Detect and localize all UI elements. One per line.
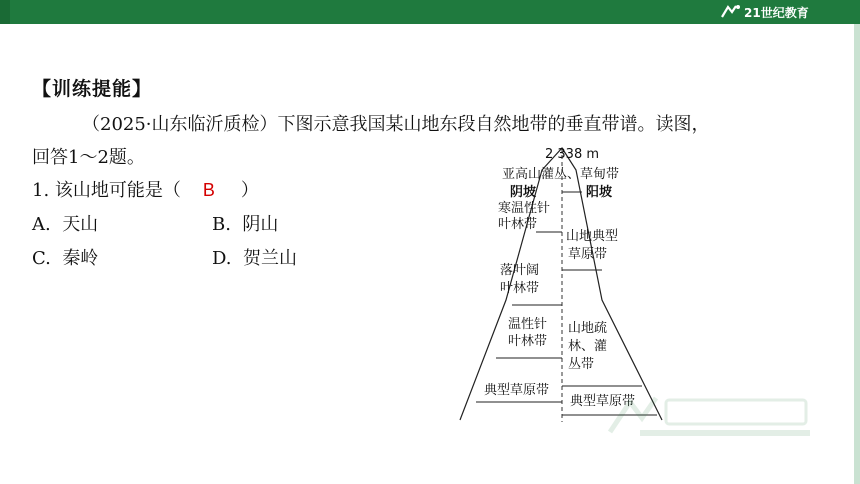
left-zone-3-line2: 叶林带 (508, 334, 548, 349)
option-c-letter: C. (32, 248, 51, 269)
right-zone-2-line3: 丛带 (568, 357, 595, 372)
option-d (212, 244, 297, 270)
question-1-prefix: 1. 该山地可能是（ (32, 180, 181, 201)
left-zone-3-line1: 温性针 (508, 317, 548, 332)
left-zone-2-line1: 落叶阔 (500, 263, 540, 278)
left-zone-1-line1: 寒温性针 (498, 201, 551, 216)
section-title: 【训练提能】 (32, 78, 153, 100)
right-edge-decoration (854, 24, 860, 484)
option-c (32, 244, 98, 270)
left-zone-1-line2: 叶林带 (498, 217, 538, 232)
option-b-letter: B. (212, 214, 231, 235)
option-b-text: 阴山 (242, 214, 279, 235)
sunny-slope-label: 阳坡 (586, 185, 613, 200)
top-zone-label: 亚高山灌丛、草甸带 (502, 167, 620, 182)
stem-line-2: 回答1～2题。 (32, 147, 145, 168)
right-zone-2-line2: 林、灌 (568, 339, 608, 354)
left-zone-4-line1: 典型草原带 (484, 383, 550, 398)
option-a (32, 210, 98, 236)
question-1-answer: B (202, 180, 215, 200)
right-zone-1-line1: 山地典型 (566, 229, 619, 244)
peak-elevation-label: 2 338 m (545, 147, 600, 162)
left-zone-2-line2: 叶林带 (500, 281, 540, 296)
right-zone-3-line1: 典型草原带 (570, 394, 636, 409)
mountain-outline (460, 148, 662, 420)
brand-logo (718, 3, 828, 21)
option-a-letter: A. (32, 214, 51, 235)
option-d-letter: D. (212, 248, 232, 269)
option-a-text: 天山 (62, 214, 99, 235)
right-zone-1-line2: 草原带 (568, 247, 608, 262)
vertical-zonation-diagram (452, 140, 672, 430)
option-c-text: 秦岭 (62, 248, 99, 269)
option-b (212, 210, 278, 236)
header-bar (0, 0, 860, 24)
watermark-logo (600, 392, 820, 442)
option-d-text: 贺兰山 (242, 248, 297, 269)
stem-line-1: （2025·山东临沂质检）下图示意我国某山地东段自然地带的垂直带谱。读图， (82, 114, 710, 135)
header-accent (0, 0, 10, 24)
question-stem (32, 108, 822, 174)
shady-slope-label: 阴坡 (510, 185, 537, 200)
right-zone-2-line1: 山地疏 (568, 321, 608, 336)
question-1-suffix: ） (240, 180, 259, 201)
logo-text: 21世纪教育 (744, 6, 809, 20)
question-1 (32, 176, 259, 202)
